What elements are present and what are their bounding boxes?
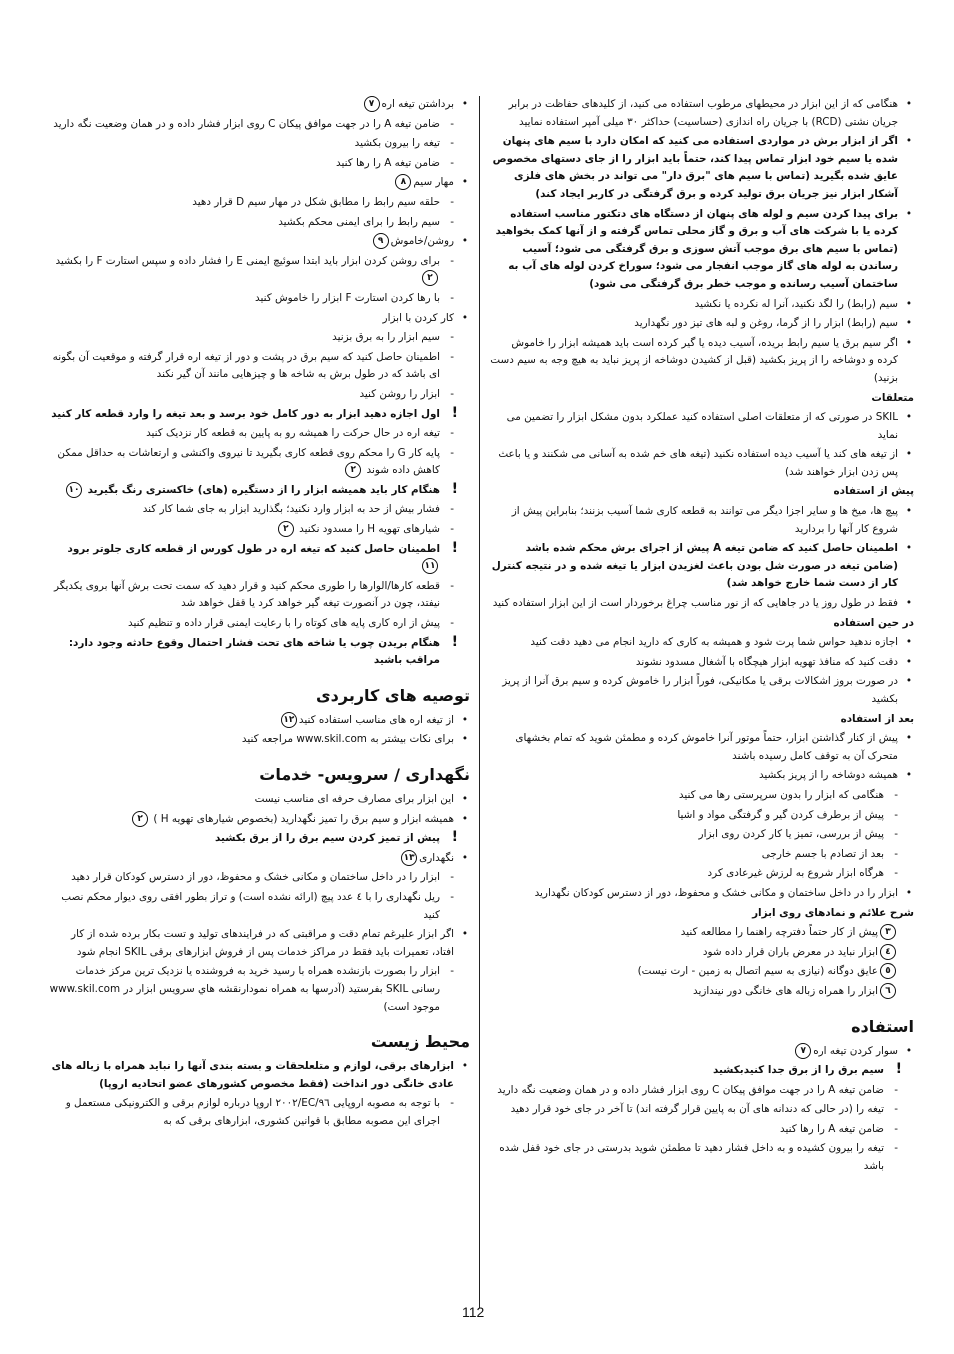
list-item: • SKIL در صورتی که از متعلقات اصلی استفاده کنید عملکرد بدون مشکل ابزار را تضمین می نماید: [506, 411, 912, 441]
list-item: • این ابزار برای مصارف حرفه ای مناسب نیست: [254, 793, 468, 805]
section-title: توصیه های کاربردی: [316, 685, 470, 705]
list-item: • اطمینان حاصل کنید که ضامن تیغه A پیش از اجرای برش محکم شده باشد (ضامن تیغه در صورت شل بودن باعث لغزیدن ابزار یا تیغه شده و در نتیجه کنترل کار از دست شما خارج خواهد شد): [491, 542, 912, 590]
section-heading: شرح علائم و نمادهای روی ابزار: [752, 906, 914, 919]
list-item: • کار کردن با ابزار: [382, 311, 468, 324]
sub-item: - برای روشن کردن ابزار باید ابتدا سوئیچ ایمنی E را فشار داده و سپس استارت F را بکشید ٢: [46, 253, 470, 288]
warning-item: ! پیش از تمیز کردن سیم برق را از برق بکشید: [215, 829, 458, 846]
section-heading: متعلقات: [871, 391, 914, 404]
warning-icon: !: [451, 829, 458, 846]
sub-item: - سیم رابط را برای ایمنی محکم بکشید: [278, 215, 454, 228]
figure-number-icon: ٦: [880, 983, 896, 999]
warning-item: ! هنگام کار باید همیشه ابزار را از دستگیره (های) خاکستری رنگ بگیرید ١٠: [46, 482, 470, 500]
list-item: • از تیغه اره های مناسب استفاده کنید١٢: [46, 712, 470, 730]
list-item: • همیشه دوشاخه را از پریز بکشید: [758, 769, 912, 782]
warning-icon: !: [895, 1061, 902, 1078]
warning-item: ! اول اجازه دهید ابزار به دور کامل خود برسد و بعد تیغه را وارد قطعه کار کنید: [51, 404, 458, 421]
list-item: • مهار سیم٨: [46, 174, 470, 192]
warning-icon: !: [451, 633, 458, 650]
figure-number-icon: ١٠: [66, 482, 82, 498]
list-item: • هنگامی که از این ابزار در محیطهای مرطوب استفاده می کنید، از کلیدهای حفاظت در برابر جریان نشتی (RCD) با جریان راه اندازی (حساسیت) حداکثر ۳۰ میلی آمپر استفاده نمایید: [508, 98, 912, 128]
sub-item: - پیش از بررسی، تمیز یا کار کردن روی ابزار: [698, 828, 898, 841]
figure-number-icon: ٩: [373, 233, 389, 249]
symbol-item: ٦ابزار را همراه زباله های خانگی دور نیندازید: [488, 983, 914, 1001]
warning-item: ! هنگام بریدن چوب یا شاخه های تحت فشار احتمال وقوع حادثه وجود دارد: مراقب باشید: [68, 633, 458, 667]
sub-item: - قطعه کارها/الوارها را طوری محکم کنید و قرار دهید که سمت تحت برش آنها بروی یکدیگر نیفتد، چون در آنصورت تیغه گیر خواهد کرد یا قفل خواهد شد: [54, 579, 454, 610]
figure-number-icon: ٢: [278, 521, 294, 537]
figure-number-icon: ٥: [880, 963, 896, 979]
right-column: [488, 96, 914, 1178]
list-item: • از تیغه های کند یا آسیب دیده استفاده نکنید (تیغه های خم شده به آسانی می شکنند و یا باعث پس زدن ابزار خواهند شد): [498, 448, 912, 478]
list-item: • در صورت بروز اشکالات برقی یا مکانیکی، فوراً ابزار را خاموش کرده و سیم برق آنرا از پریز بکشید: [502, 675, 912, 705]
list-item: • همیشه ابزار و سیم برق را تمیز نگهدارید (بخصوص شیارهای تهویه H ) ٢: [46, 811, 470, 829]
sub-item: - با توجه به مصوبه اروپایی EC/۹٦/۲۰۰۲ اروپا درباره لوازم برقی و الکترونیکی مستعمل و اجرای این مصوبه مطابق با قوانین کشوری، ابزارهای برقی که به: [65, 1097, 454, 1127]
figure-number-icon: ٨: [395, 174, 411, 190]
figure-number-icon: ٢: [132, 811, 148, 827]
list-item: • اگر سیم برق یا سیم رابط بریده، آسیب دیده یا گیر کرده است باید همیشه ابزار را خاموش کرده و دوشاخه را از پریز بکشید (قبل از کشیدن دوشاخه از پریز نباید به هیچ وجه به سیم دست بزنید): [490, 336, 912, 384]
figure-number-icon: ٢: [422, 270, 438, 286]
list-item: • برای پیدا کردن سیم و لوله های پنهان از دستگاه های دتکتور مناسب استفاده کرده یا با شرکت های آب و برق و گاز محلی تماس گرفته و از آنها کمک بخواهید (تماس با سیم های برق موجب آتش سوزی و برق گرفتگی می شود؛ آسیب رساندن به لوله های گاز موجب انفجار می شود؛ سوراخ کردن لوله های آب به ساختمان آسیب رسانده و موجب خطر برق گرفتگی می شود): [495, 207, 912, 290]
sub-item: - پایه کار G را محکم روی قطعه کاری بگیرید تا نیروی واکنشی و ارتعاشات به حداقل ممکن کاهش داده شوند ٢: [57, 446, 454, 477]
list-item: • روشن/خاموش٩: [46, 233, 470, 251]
sub-item: - ابزار را روشن کنید: [359, 387, 454, 400]
sub-item: - هنگامی که ابزار را بدون سرپرستی رها می کنید: [678, 788, 898, 801]
sub-item: - اطمینان حاصل کنید که سیم برق در پشت و دور از تیغه اره قرار گرفته و موقعیت آن بگونه ای باشد که در طول برش به شاخه ها و چیزهایی مانند آن گیر نکند: [52, 350, 454, 381]
sub-item: - ضامن تیغه A را رها کنید: [780, 1122, 898, 1135]
sub-item: - با رها کردن استارت F ابزار را خاموش کنید: [255, 291, 454, 304]
figure-number-icon: ٢: [345, 462, 361, 478]
list-item: • برداشتن تیغه اره٧: [46, 96, 470, 114]
list-item: • برای نکات بیشتر به www.skil.com مراجعه کنید: [241, 733, 468, 746]
sub-item: - تیغه را بیرون بکشید: [354, 137, 454, 150]
sub-item: - سیم ابزار را به برق بزنید: [332, 331, 454, 344]
symbol-item: ٥عایق دوگانه (نیازی به سیم اتصال به زمین - ارت نیست): [488, 963, 914, 981]
warning-icon: !: [451, 539, 458, 556]
page-number: 112: [462, 1304, 485, 1320]
section-heading: بعد از استفاده: [840, 712, 914, 725]
list-item: • اگر ابزار علیرغم تمام دقت و مراقبتی که در فرایندهای تولید و تست بکار برده شده از کار افتاد، تعمیرات باید فقط در مراکز خدمات پس از فروش ابزارهای برقی SKIL انجام شود: [71, 928, 468, 958]
column-divider: [479, 96, 480, 1308]
sub-item: - ابزار را در داخل ساختمان و مکانی خشک و محفوظ، دور از دسترس کودکان قرار دهید: [71, 871, 454, 884]
list-item: • فقط در طول روز یا در جاهایی که از نور مناسب چراغ برخوردار است از این ابزار استفاده کنید: [492, 597, 912, 610]
warning-item: ! اطمینان حاصل کنید که تیغه اره در طول کورس از قطعه کاری جلوتر برود ١١: [46, 541, 470, 576]
sub-item: - ریل نگهداری را با ٤ عدد پیچ (ارائه نشده است) و تراز بطور افقی روی دیوار محکم نصب کنید: [61, 890, 454, 921]
symbol-item: ٤ابزار نباید در معرض باران قرار داده شود: [488, 944, 914, 962]
section-title: نگهداری / سرویس- خدمات: [259, 765, 470, 784]
list-item: • سیم (رابط) ابزار را از گرما، روغن و لبه های تیز دور نگهدارید: [634, 317, 912, 330]
warning-icon: !: [451, 480, 458, 497]
section-title: محیط زیست: [370, 1032, 470, 1052]
figure-number-icon: ١٢: [281, 712, 297, 728]
list-item: • ابزارهای برقی، لوازم و متلعلحقات و بسته بندی آنها را نباید همراه با زباله های عادی خانگی دور انداخت (فقط مخصوص کشورهای عضو اتحادیه اروپا): [51, 1060, 468, 1090]
sub-item: - ضامن تیغه A را رها کنید: [336, 156, 454, 169]
sub-item: - پیش از برطرف کردن گیر و گرفتگی مواد و اشیا: [677, 808, 898, 821]
section-heading: در حین استفاده: [833, 616, 914, 629]
figure-number-icon: ٧: [795, 1043, 811, 1059]
list-item: • اجازه ندهید حواس شما پرت شود و همیشه به کاری که دارید انجام می دهید دقت کنید: [530, 636, 912, 649]
sub-item: - تیغه را (در حالی که دندانه های آن به پایین قرار گرفته اند) تا آخر در جای خود قرار دهید: [510, 1103, 898, 1116]
sub-item: - ضامن تیغه A را در جهت موافق پیکان C روی ابزار فشار داده و در همان وضعیت نگه دارید: [497, 1083, 898, 1096]
warning-item: ! سیم برق را از برق جدا کنیدبکشید: [712, 1061, 902, 1078]
sub-item: - فشار بیش از حد به ابزار وارد نکنید؛ بگذارید ابزار به جای شما کار کند: [142, 503, 454, 516]
left-column: [46, 96, 470, 1133]
sub-item: - پیش از اره کاری پایه های کوتاه را با رعایت ایمنی قرار داده و تنظیم کنید: [128, 617, 454, 630]
list-item: • پیش از کنار گذاشتن ابزار، حتماً موتور آنرا خاموش کرده و مطمئن شوید که تمام بخشهای متحرک آن به توقف کامل رسیده باشند: [515, 732, 912, 762]
sub-item: - ابزار را بصورت بازنشده همراه با رسید خرید به فروشنده یا نزدیک ترین مرکز خدمات رسانی SKIL بفرستید (آدرسها به همراه نمودارنقشه هاي سرويس ابزار در www.skil.com موجود است): [49, 965, 454, 1013]
section-heading: پیش از استفاده: [833, 485, 914, 498]
sub-item: - بعد از تصادم با جسم خارجی: [761, 847, 898, 860]
sub-item: - شیارهای تهویه H را مسدود نکنید ٢: [46, 521, 470, 539]
list-item: • اگر از ابزار برش در مواردی استفاده می کنید که امکان دارد با سیم های پنهان شده یا سیم خود ابزار تماس پیدا کند، حتماً باید ابزار را از جای دستهای مخصوص عایق شده بگیرید (تماس با سیم های "برق دار" می تواند در بخش های فلزی آشکار ابزار نیز جریان برق تولید کرده و برق گرفتگی در کاربر ایجاد کند): [492, 135, 912, 200]
figure-number-icon: ٣: [880, 924, 896, 940]
list-item: • پیچ ها، میخ ها و سایر اجزا دیگر می توانند به قطعه کاری شما آسیب بزنند؛ بنابراین پیش از شروع کار آنها را بردارید: [511, 505, 912, 535]
figure-number-icon: ١٣: [401, 850, 417, 866]
list-item: • سوار کردن تیغه اره٧: [488, 1043, 914, 1061]
figure-number-icon: ٧: [364, 96, 380, 112]
sub-item: - ضامن تیغه A را در جهت موافق پیکان C روی ابزار فشار داده و در همان وضعیت نگه دارید: [53, 117, 454, 130]
list-item: • ابزار را در داخل ساختمان و مکانی خشک و محفوظ، دور از دسترس کودکان نگهدارید: [534, 886, 912, 899]
figure-number-icon: ١١: [422, 558, 438, 574]
sub-item: - حلقه سیم رابط را مطابق شکل در مهار سیم D قرار دهید: [192, 195, 454, 208]
section-title: استفاده: [851, 1016, 914, 1036]
list-item: • نگهداری١٣: [46, 850, 470, 868]
sub-item: - هرگاه ابزار شروع به لرزش غیرعادی کرد: [707, 867, 898, 880]
figure-number-icon: ٤: [880, 944, 896, 960]
warning-icon: !: [451, 404, 458, 421]
sub-item: - تیغه اره در حال حرکت را همیشه رو به پایین به قطعه کار نزدیک کنید: [146, 427, 454, 440]
list-item: • سیم (رابط) را لگد نکنید، آنرا له نکرده یا نکشید: [694, 297, 912, 310]
list-item: • دقت کنید که منافذ تهویه ابزار هیچگاه با آشغال مسدود نشوند: [635, 655, 912, 668]
symbol-item: ٣پیش از کار حتماً دفترچه راهنما را مطالعه کنید: [488, 924, 914, 942]
sub-item: - تیغه را بیرون کشیده و به داخل فشار دهید تا مطمئن شوید بدرستی در جای خود قفل شده باشد: [499, 1142, 898, 1173]
